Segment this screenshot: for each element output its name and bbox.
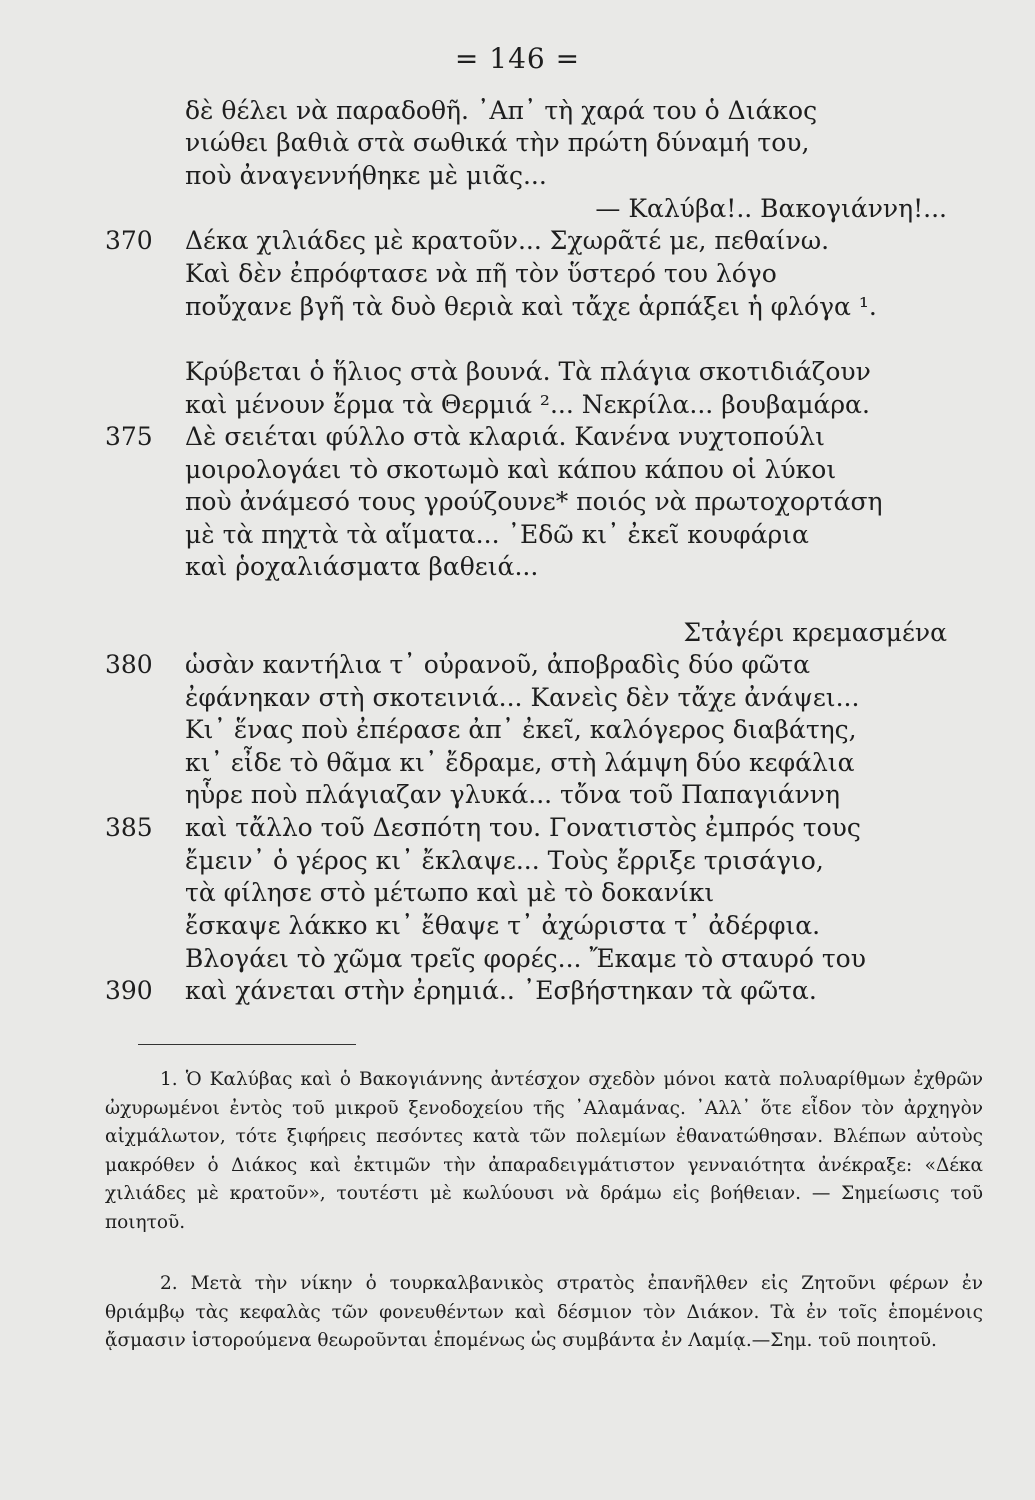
footnote-2: [105, 1270, 983, 1356]
poem-line: Δὲ σειέται φύλλο στὰ κλαριά. Κανένα νυχτοπούλι: [185, 422, 825, 451]
footnote-divider: [138, 1044, 356, 1045]
poem-line: δὲ θέλει νὰ παραδοθῆ. ᾿Απ᾿ τὴ χαρά του ὁ Διάκος: [185, 96, 818, 125]
poem-line: — Καλύβα!.. Βακογιάννη!...: [595, 194, 947, 223]
poem-line: καὶ χάνεται στὴν ἐρημιά.. ᾿Εσβήστηκαν τὰ φῶτα.: [185, 976, 817, 1005]
poem-line: Κρύβεται ὁ ἥλιος στὰ βουνά. Τὰ πλάγια σκοτιδιάζουν: [185, 357, 871, 386]
footnote-1-text: 1. Ὁ Καλύβας καὶ ὁ Βακογιάννης ἀντέσχον σχεδὸν μόνοι κατὰ πολυαρίθμων ἐχθρῶν ὠχυρωμένοι ἐντὸς τοῦ μικροῦ ξενοδοχείου τῆς ᾿Αλαμάνας. ᾿Αλλ᾿ ὅτε εἶδον τὸν ἀρχηγὸν αἰχμάλωτον, τότε ξιφήρεις πεσόντες κατὰ τῶν πολεμίων ἐθανατώθησαν. Βλέπων αὐτοὺς μακρόθεν ὁ Διάκος καὶ ἐκτιμῶν τὴν ἀπαραδειγμάτιστον γενναιότητα ἀνέκραξε: «Δέκα χιλιάδες μὲ κρατοῦν», τουτέστι μὲ κωλύουσι νὰ δράμω εἰς βοήθειαν. — Σημείωσις τοῦ ποιητοῦ.: [105, 1069, 983, 1233]
poem-line: τὰ φίλησε στὸ μέτωπο καὶ μὲ τὸ δοκανίκι: [185, 878, 715, 907]
poem-line: καὶ μένουν ἔρμα τὰ Θερμιά ²... Νεκρίλα... βουβαμάρα.: [185, 390, 870, 419]
poem-line: Καὶ δὲν ἐπρόφτασε νὰ πῆ τὸν ὕστερό του λόγο: [185, 259, 777, 288]
poem-line: ποὔχανε βγῆ τὰ δυὸ θεριὰ καὶ τἄχε ἁρπάξει ἡ φλόγα ¹.: [185, 292, 877, 321]
line-number: 370: [105, 226, 153, 255]
line-number: 380: [105, 650, 153, 679]
poem-line: Κι᾿ ἕνας ποὺ ἐπέρασε ἀπ᾿ ἐκεῖ, καλόγερος διαβάτης,: [185, 715, 857, 744]
footnote-2-text: 2. Μετὰ τὴν νίκην ὁ τουρκαλβανικὸς στρατὸς ἐπανῆλθεν εἰς Ζητοῦνι φέρων ἐν θριάμβῳ τὰς κεφαλὰς τῶν φονευθέντων καὶ δέσμιον τὸν Διάκον. Τὰ ἐν τοῖς ἑπομένοις ᾄσμασιν ἱστορούμενα θεωροῦνται ἑπομένως ὡς συμβάντα ἐν Λαμίᾳ.—Σημ. τοῦ ποιητοῦ.: [105, 1273, 983, 1352]
poem-line: ἔσκαψε λάκκο κι᾿ ἔθαψε τ᾿ ἀχώριστα τ᾿ ἀδέρφια.: [185, 911, 821, 940]
poem-line: ποὺ ἀναγεννήθηκε μὲ μιᾶς...: [185, 161, 547, 190]
page-number: = 146 =: [454, 42, 581, 75]
poem-line: ηὗρε ποὺ πλάγιαζαν γλυκά... τὄνα τοῦ Παπαγιάννη: [185, 780, 840, 809]
poem-line: ἐφάνηκαν στὴ σκοτεινιά... Κανεὶς δὲν τἄχε ἀνάψει...: [185, 683, 860, 712]
poem-line: Δέκα χιλιάδες μὲ κρατοῦν... Σχωρᾶτέ με, πεθαίνω.: [185, 226, 830, 255]
poem-line: καὶ ῥοχαλιάσματα βαθειά...: [185, 552, 539, 581]
poem-line: κι᾿ εἶδε τὸ θᾶμα κι᾿ ἔδραμε, στὴ λάμψη δύο κεφάλια: [185, 748, 855, 777]
line-number: 375: [105, 422, 153, 451]
line-number: 390: [105, 976, 153, 1005]
line-number: 385: [105, 813, 153, 842]
poem-line: ἔμειν᾿ ὁ γέρος κι᾿ ἔκλαψε... Τοὺς ἔρριξε τρισάγιο,: [185, 846, 824, 875]
poem-line: Βλογάει τὸ χῶμα τρεῖς φορές... Ἔκαμε τὸ σταυρό του: [185, 944, 866, 973]
footnote-1: [105, 1066, 983, 1238]
poem-line: Στἀγέρι κρεμασμένα: [683, 618, 947, 647]
poem-line: καὶ τἄλλο τοῦ Δεσπότη του. Γονατιστὸς ἐμπρός τους: [185, 813, 861, 842]
poem-line: μοιρολογάει τὸ σκοτωμὸ καὶ κάπου κάπου οἱ λύκοι: [185, 455, 837, 484]
poem-line: ποὺ ἀνάμεσό τους γρούζουνε* ποιός νὰ πρωτοχορτάση: [185, 487, 883, 516]
poem-line: μὲ τὰ πηχτὰ τὰ αἵματα... ᾿Εδῶ κι᾿ ἐκεῖ κουφάρια: [185, 520, 809, 549]
poem-line: ὡσὰν καντήλια τ᾿ οὐρανοῦ, ἀποβραδὶς δύο φῶτα: [185, 650, 810, 679]
poem-line: νιώθει βαθιὰ στὰ σωθικά τὴν πρώτη δύναμή του,: [185, 128, 810, 157]
